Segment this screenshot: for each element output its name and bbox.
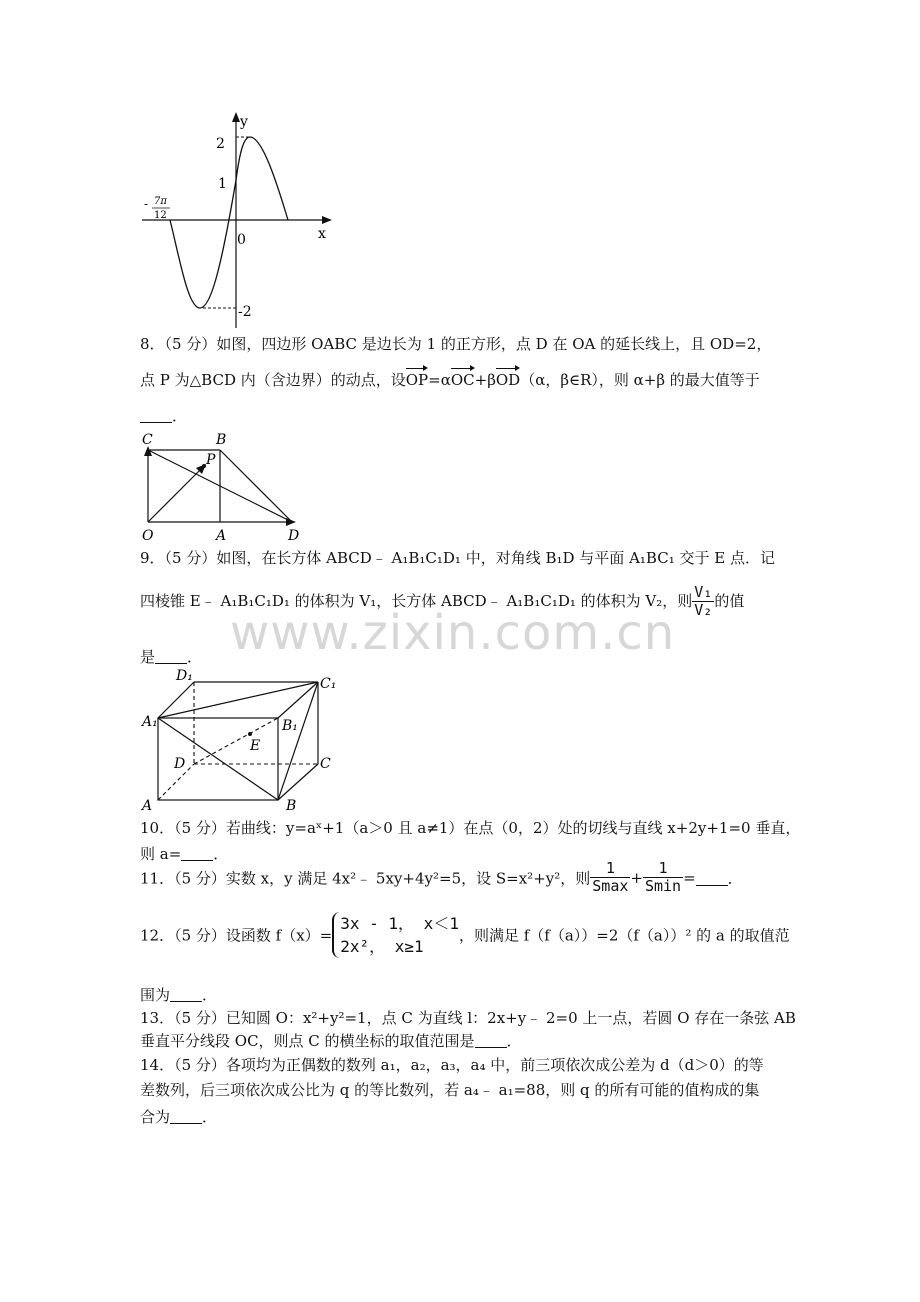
label-P: P [206,452,216,468]
frac-num: 7π [154,196,167,207]
q8-line1: 8．（5 分）如图，四边形 OABC 是边长为 1 的正方形，点 D 在 OA 的延长线上，且 OD=2， [140,335,772,353]
frac-1-over-smin: $\frac{1}{Smin}$ [644,859,682,896]
label-A: A [216,528,227,543]
vec-oc: OC [450,371,475,389]
sine-graph [140,110,340,330]
x-label: x [318,226,326,242]
q14-line3: 合为 ． [140,1108,218,1126]
label-A1: A₁ [142,714,158,730]
q8-line3: ． [140,405,187,426]
label-A: A [142,798,153,812]
label-B: B [216,432,227,448]
q14-line1: 14．（5 分）各项均为正偶数的数列 a₁，a₂，a₃，a₄ 中，前三项依次成公差为 d（d＞0）的等 [140,1056,764,1074]
label-B1: B₁ [282,718,298,734]
square-figure [140,428,320,543]
v1-v2-fraction: $\frac{\text{V₁}}{\text{V₂}}$ [694,583,713,620]
label-D: D [288,528,300,543]
label-D: D [174,756,186,772]
label-C: C [320,756,331,772]
q12-line: 12．（5 分）设函数 f（x）= 3x - 1， x＜1 2x²， x≥1 ，则满足 f（f（a））=2（f（a））² 的 a 的取值范 [140,912,790,958]
watermark: www.zixin.com.cn [230,605,676,661]
tick-1: 1 [218,176,227,192]
answer-blank [170,1108,202,1124]
cuboid-figure [140,664,350,812]
answer-blank [696,870,728,886]
label-E: E [250,738,261,754]
frac-den: 12 [154,210,167,221]
label-C1: C₁ [320,676,337,692]
answer-blank [140,407,172,423]
answer-blank [475,1032,507,1048]
q10-line2: 则 a= ． [140,845,229,863]
q9-line3: 是 ． [140,648,203,666]
q11-line: 11．（5 分）实数 x，y 满足 4x²﹣ 5xy+4y²=5，设 S=x²+y²，则 $\frac{1}{Smax}$ + $\frac{1}{Smin}$ = ． [140,859,743,896]
label-C: C [142,432,153,448]
vec-op: OP [405,371,429,389]
piecewise-function: 3x - 1， x＜1 2x²， x≥1 [332,912,459,958]
label-B: B [286,798,297,812]
y-label: y [240,114,248,130]
q14-line2: 差数列，后三项依次成公比为 q 的等比数列，若 a₄﹣ a₁=88，则 q 的所有可能的值构成的集 [140,1081,760,1099]
tick-2: 2 [216,136,225,152]
origin-label: 0 [237,232,246,248]
q10-line1: 10．（5 分）若曲线：y=aˣ+1（a＞0 且 a≠1）在点（0，2）处的切线与直线 x+2y+1=0 垂直， [140,819,801,837]
y-axis-arrow [232,112,240,122]
q8-line2: 点 P 为△BCD 内（含边界）的动点，设OP=αOC+βOD（α，β∈R），则 α+β 的最大值等于 [140,371,760,389]
q12-line2: 围为 ． [140,986,218,1004]
x-axis-arrow [322,216,332,224]
neg-sign: - [144,197,149,211]
vec-od: OD [495,371,521,389]
q13-line2: 垂直平分线段 OC，则点 C 的横坐标的取值范围是 ． [140,1032,522,1050]
q9-line1: 9．（5 分）如图，在长方体 ABCD﹣ A₁B₁C₁D₁ 中，对角线 B₁D 与平面 A₁BC₁ 交于 E 点．记 [140,549,775,567]
label-D1: D₁ [176,668,193,684]
q9-line2: 四棱锥 E﹣ A₁B₁C₁D₁ 的体积为 V₁，长方体 ABCD﹣ A₁B₁C₁D₁ 的体积为 V₂，则 $\frac{\text{V₁}}{\text{V₂}}$ 的值 [140,583,745,620]
answer-blank [155,648,187,664]
answer-blank [181,845,213,861]
answer-blank [170,986,202,1002]
label-O: O [142,528,154,543]
frac-1-over-smax: $\frac{1}{Smax}$ [592,859,629,896]
tick-neg2: -2 [238,304,252,320]
sine-curve [170,137,288,308]
q13-line1: 13．（5 分）已知圆 O：x²+y²=1，点 C 为直线 l：2x+y﹣ 2=0 上一点，若圆 O 存在一条弦 AB [140,1009,796,1027]
